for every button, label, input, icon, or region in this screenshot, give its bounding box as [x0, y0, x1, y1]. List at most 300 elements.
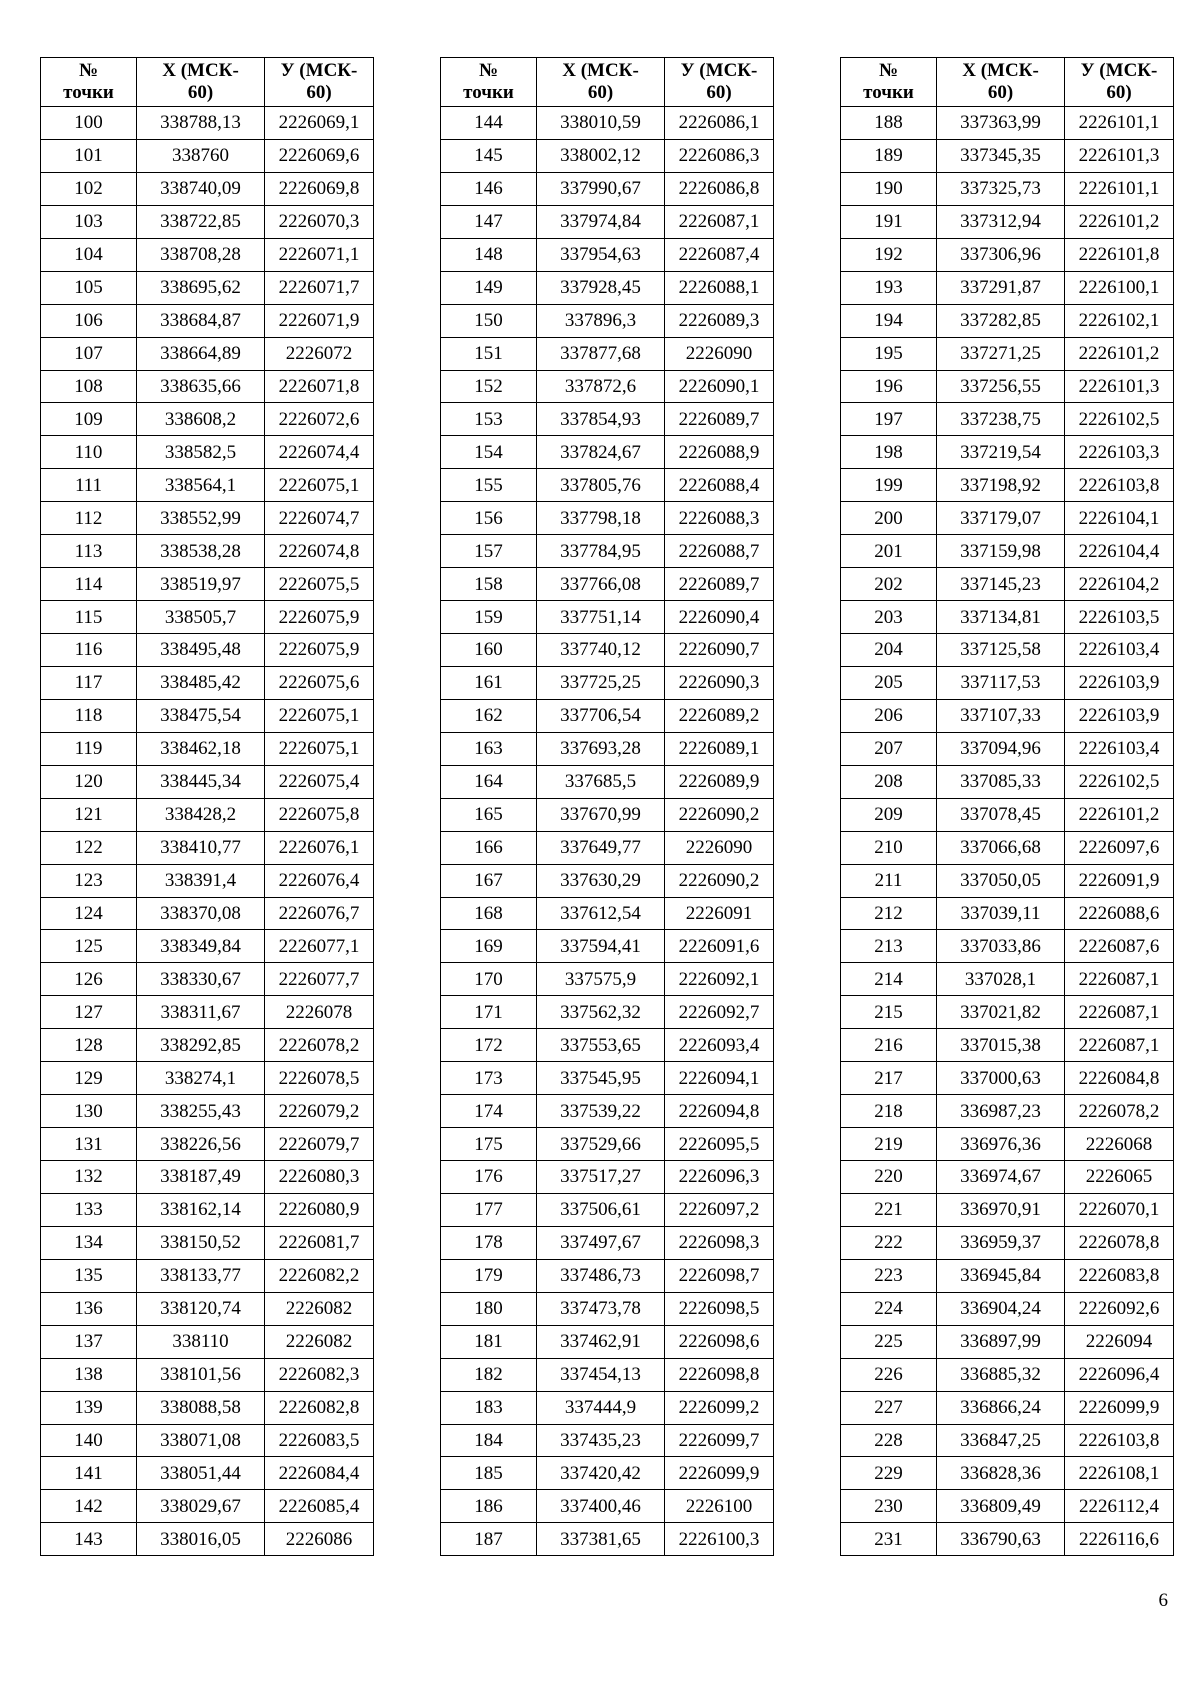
y-coordinate-cell: 2226116,6	[1065, 1523, 1174, 1556]
point-number-cell: 183	[441, 1391, 537, 1424]
table-row	[41, 469, 374, 502]
point-number-cell: 202	[841, 568, 937, 601]
point-number-cell: 165	[441, 798, 537, 831]
table-row	[841, 403, 1174, 436]
x-coordinate-header: X (МСК- 60)	[537, 58, 665, 107]
y-coordinate-cell: 2226072,6	[265, 403, 374, 436]
x-coordinate-cell: 338255,43	[137, 1095, 265, 1128]
y-coordinate-cell: 2226086,1	[665, 107, 774, 140]
y-coordinate-cell: 2226071,1	[265, 238, 374, 271]
x-coordinate-cell: 338391,4	[137, 864, 265, 897]
point-number-cell: 136	[41, 1292, 137, 1325]
x-coordinate-cell: 337877,68	[537, 337, 665, 370]
x-coordinate-cell: 337725,25	[537, 666, 665, 699]
point-number-cell: 155	[441, 469, 537, 502]
y-coordinate-cell: 2226083,5	[265, 1424, 374, 1457]
x-coordinate-cell: 336970,91	[937, 1193, 1065, 1226]
table-row	[441, 798, 774, 831]
table-row	[441, 568, 774, 601]
x-coordinate-cell: 336976,36	[937, 1128, 1065, 1161]
table-row	[441, 1358, 774, 1391]
point-number-cell: 164	[441, 765, 537, 798]
x-coordinate-cell: 337693,28	[537, 732, 665, 765]
table-row	[41, 535, 374, 568]
table-row	[841, 666, 1174, 699]
y-coordinate-cell: 2226090	[665, 831, 774, 864]
y-coordinate-cell: 2226094,1	[665, 1062, 774, 1095]
point-number-cell: 211	[841, 864, 937, 897]
table-row	[841, 601, 1174, 634]
x-coordinate-cell: 337740,12	[537, 634, 665, 667]
table-row	[41, 205, 374, 238]
table-row	[841, 1523, 1174, 1556]
point-number-cell: 199	[841, 469, 937, 502]
y-coordinate-cell: 2226075,6	[265, 666, 374, 699]
table-row	[41, 897, 374, 930]
x-coordinate-cell: 337575,9	[537, 963, 665, 996]
x-coordinate-cell: 337928,45	[537, 271, 665, 304]
x-coordinate-cell: 336987,23	[937, 1095, 1065, 1128]
x-coordinate-cell: 337282,85	[937, 304, 1065, 337]
point-number-cell: 111	[41, 469, 137, 502]
point-number-cell: 180	[441, 1292, 537, 1325]
x-coordinate-cell: 337872,6	[537, 370, 665, 403]
y-coordinate-cell: 2226094	[1065, 1325, 1174, 1358]
x-coordinate-cell: 337021,82	[937, 996, 1065, 1029]
y-coordinate-cell: 2226069,8	[265, 172, 374, 205]
x-coordinate-cell: 337462,91	[537, 1325, 665, 1358]
table-row	[441, 535, 774, 568]
point-number-cell: 161	[441, 666, 537, 699]
point-number-cell: 166	[441, 831, 537, 864]
point-number-cell: 223	[841, 1259, 937, 1292]
table-row	[441, 930, 774, 963]
table-row	[441, 205, 774, 238]
x-coordinate-cell: 338410,77	[137, 831, 265, 864]
point-number-cell: 229	[841, 1457, 937, 1490]
y-coordinate-cell: 2226104,1	[1065, 502, 1174, 535]
point-number-cell: 119	[41, 732, 137, 765]
x-coordinate-cell: 338664,89	[137, 337, 265, 370]
point-number-cell: 137	[41, 1325, 137, 1358]
point-number-cell: 103	[41, 205, 137, 238]
table-row	[441, 1095, 774, 1128]
x-coordinate-cell: 337954,63	[537, 238, 665, 271]
point-number-cell: 126	[41, 963, 137, 996]
y-coordinate-cell: 2226099,9	[665, 1457, 774, 1490]
y-coordinate-cell: 2226078,5	[265, 1062, 374, 1095]
table-row	[41, 1457, 374, 1490]
x-coordinate-cell: 337670,99	[537, 798, 665, 831]
x-coordinate-cell: 337539,22	[537, 1095, 665, 1128]
x-coordinate-cell: 337706,54	[537, 699, 665, 732]
x-coordinate-cell: 337612,54	[537, 897, 665, 930]
table-row	[41, 1523, 374, 1556]
x-coordinate-cell: 337125,58	[937, 634, 1065, 667]
x-coordinate-cell: 337198,92	[937, 469, 1065, 502]
table-row	[441, 436, 774, 469]
x-coordinate-cell: 337094,96	[937, 732, 1065, 765]
table-row	[441, 1062, 774, 1095]
x-coordinate-cell: 337435,23	[537, 1424, 665, 1457]
table-row	[41, 601, 374, 634]
x-coordinate-cell: 337107,33	[937, 699, 1065, 732]
table-row	[841, 1457, 1174, 1490]
table-row	[841, 1292, 1174, 1325]
y-coordinate-cell: 2226076,1	[265, 831, 374, 864]
table-row	[441, 1490, 774, 1523]
table-row	[841, 172, 1174, 205]
y-coordinate-cell: 2226071,7	[265, 271, 374, 304]
x-coordinate-cell: 338226,56	[137, 1128, 265, 1161]
table-row	[441, 139, 774, 172]
x-coordinate-cell: 337039,11	[937, 897, 1065, 930]
table-row	[841, 1424, 1174, 1457]
point-number-cell: 121	[41, 798, 137, 831]
table-row	[41, 370, 374, 403]
table-row	[41, 238, 374, 271]
y-coordinate-cell: 2226096,3	[665, 1161, 774, 1194]
y-coordinate-cell: 2226080,3	[265, 1161, 374, 1194]
point-number-cell: 102	[41, 172, 137, 205]
table-row	[441, 502, 774, 535]
point-number-cell: 207	[841, 732, 937, 765]
point-number-cell: 173	[441, 1062, 537, 1095]
x-coordinate-cell: 338695,62	[137, 271, 265, 304]
y-coordinate-cell: 2226092,1	[665, 963, 774, 996]
x-coordinate-cell: 338101,56	[137, 1358, 265, 1391]
y-coordinate-cell: 2226087,1	[1065, 1029, 1174, 1062]
point-number-cell: 162	[441, 699, 537, 732]
point-number-cell: 176	[441, 1161, 537, 1194]
x-coordinate-cell: 338462,18	[137, 732, 265, 765]
y-coordinate-cell: 2226100	[665, 1490, 774, 1523]
x-coordinate-cell: 338274,1	[137, 1062, 265, 1095]
y-coordinate-cell: 2226084,4	[265, 1457, 374, 1490]
table-row	[41, 107, 374, 140]
y-coordinate-cell: 2226077,7	[265, 963, 374, 996]
table-row	[841, 1029, 1174, 1062]
x-coordinate-cell: 338088,58	[137, 1391, 265, 1424]
table-row	[41, 1259, 374, 1292]
x-coordinate-cell: 337306,96	[937, 238, 1065, 271]
x-coordinate-cell: 337219,54	[937, 436, 1065, 469]
x-coordinate-cell: 338635,66	[137, 370, 265, 403]
table-row	[41, 963, 374, 996]
table-row	[841, 107, 1174, 140]
point-number-cell: 158	[441, 568, 537, 601]
y-coordinate-cell: 2226082	[265, 1325, 374, 1358]
table-row	[841, 535, 1174, 568]
x-coordinate-cell: 337685,5	[537, 765, 665, 798]
point-number-cell: 146	[441, 172, 537, 205]
y-coordinate-cell: 2226082	[265, 1292, 374, 1325]
x-coordinate-cell: 338552,99	[137, 502, 265, 535]
y-coordinate-cell: 2226103,9	[1065, 666, 1174, 699]
point-number-cell: 179	[441, 1259, 537, 1292]
y-coordinate-cell: 2226074,8	[265, 535, 374, 568]
y-coordinate-cell: 2226068	[1065, 1128, 1174, 1161]
x-coordinate-cell: 337159,98	[937, 535, 1065, 568]
point-number-cell: 122	[41, 831, 137, 864]
y-coordinate-cell: 2226090,1	[665, 370, 774, 403]
y-coordinate-cell: 2226092,7	[665, 996, 774, 1029]
point-number-cell: 114	[41, 568, 137, 601]
point-number-cell: 115	[41, 601, 137, 634]
x-coordinate-cell: 337312,94	[937, 205, 1065, 238]
point-number-cell: 120	[41, 765, 137, 798]
x-coordinate-cell: 337256,55	[937, 370, 1065, 403]
y-coordinate-cell: 2226087,1	[1065, 996, 1174, 1029]
y-coordinate-cell: 2226099,9	[1065, 1391, 1174, 1424]
x-coordinate-cell: 338538,28	[137, 535, 265, 568]
point-number-cell: 110	[41, 436, 137, 469]
y-coordinate-cell: 2226070,3	[265, 205, 374, 238]
y-coordinate-cell: 2226075,1	[265, 469, 374, 502]
y-coordinate-cell: 2226087,4	[665, 238, 774, 271]
x-coordinate-cell: 338608,2	[137, 403, 265, 436]
x-coordinate-cell: 337649,77	[537, 831, 665, 864]
y-coordinate-cell: 2226104,2	[1065, 568, 1174, 601]
x-coordinate-cell: 337033,86	[937, 930, 1065, 963]
table-row	[41, 666, 374, 699]
point-number-cell: 163	[441, 732, 537, 765]
point-number-cell: 187	[441, 1523, 537, 1556]
y-coordinate-cell: 2226088,3	[665, 502, 774, 535]
point-number-cell: 140	[41, 1424, 137, 1457]
x-coordinate-cell: 338445,34	[137, 765, 265, 798]
x-coordinate-cell: 337066,68	[937, 831, 1065, 864]
point-number-cell: 145	[441, 139, 537, 172]
point-number-cell: 117	[41, 666, 137, 699]
y-coordinate-cell: 2226090,3	[665, 666, 774, 699]
point-number-cell: 212	[841, 897, 937, 930]
table-row	[41, 1095, 374, 1128]
y-coordinate-cell: 2226102,5	[1065, 403, 1174, 436]
table-row	[441, 107, 774, 140]
table-row	[841, 732, 1174, 765]
y-coordinate-cell: 2226089,2	[665, 699, 774, 732]
x-coordinate-cell: 337751,14	[537, 601, 665, 634]
y-coordinate-cell: 2226100,3	[665, 1523, 774, 1556]
point-number-cell: 185	[441, 1457, 537, 1490]
y-coordinate-cell: 2226070,1	[1065, 1193, 1174, 1226]
table-row	[441, 337, 774, 370]
y-coordinate-cell: 2226076,4	[265, 864, 374, 897]
point-number-cell: 153	[441, 403, 537, 436]
y-coordinate-cell: 2226085,4	[265, 1490, 374, 1523]
x-coordinate-cell: 338582,5	[137, 436, 265, 469]
x-coordinate-cell: 338120,74	[137, 1292, 265, 1325]
y-coordinate-cell: 2226075,1	[265, 699, 374, 732]
point-number-cell: 200	[841, 502, 937, 535]
y-coordinate-cell: 2226099,7	[665, 1424, 774, 1457]
x-coordinate-cell: 338311,67	[137, 996, 265, 1029]
point-number-cell: 143	[41, 1523, 137, 1556]
x-coordinate-header: X (МСК- 60)	[937, 58, 1065, 107]
table-row	[41, 502, 374, 535]
y-coordinate-cell: 2226077,1	[265, 930, 374, 963]
point-number-cell: 141	[41, 1457, 137, 1490]
x-coordinate-cell: 338002,12	[537, 139, 665, 172]
table-row	[841, 634, 1174, 667]
y-coordinate-cell: 2226089,7	[665, 403, 774, 436]
x-coordinate-cell: 338519,97	[137, 568, 265, 601]
table-row	[41, 1128, 374, 1161]
header-row	[841, 58, 1174, 107]
x-coordinate-cell: 338016,05	[137, 1523, 265, 1556]
point-number-cell: 206	[841, 699, 937, 732]
y-coordinate-cell: 2226072	[265, 337, 374, 370]
table-row	[841, 1259, 1174, 1292]
x-coordinate-cell: 337291,87	[937, 271, 1065, 304]
table-row	[841, 502, 1174, 535]
point-number-cell: 167	[441, 864, 537, 897]
table-row	[41, 1062, 374, 1095]
y-coordinate-cell: 2226098,6	[665, 1325, 774, 1358]
y-coordinate-cell: 2226089,3	[665, 304, 774, 337]
table-row	[441, 1424, 774, 1457]
x-coordinate-cell: 338684,87	[137, 304, 265, 337]
point-number-cell: 104	[41, 238, 137, 271]
point-number-cell: 142	[41, 1490, 137, 1523]
y-coordinate-cell: 2226075,9	[265, 601, 374, 634]
x-coordinate-cell: 336847,25	[937, 1424, 1065, 1457]
x-coordinate-cell: 336959,37	[937, 1226, 1065, 1259]
point-number-cell: 205	[841, 666, 937, 699]
y-coordinate-cell: 2226079,7	[265, 1128, 374, 1161]
x-coordinate-cell: 338029,67	[137, 1490, 265, 1523]
y-coordinate-cell: 2226075,8	[265, 798, 374, 831]
table-row	[41, 1193, 374, 1226]
point-number-cell: 220	[841, 1161, 937, 1194]
x-coordinate-cell: 338110	[137, 1325, 265, 1358]
y-coordinate-cell: 2226098,3	[665, 1226, 774, 1259]
point-number-cell: 139	[41, 1391, 137, 1424]
point-number-header: № точки	[41, 58, 137, 107]
table-row	[841, 1062, 1174, 1095]
table-row	[41, 831, 374, 864]
point-number-cell: 214	[841, 963, 937, 996]
table-row	[41, 304, 374, 337]
y-coordinate-cell: 2226086,8	[665, 172, 774, 205]
table-row	[41, 699, 374, 732]
point-number-cell: 230	[841, 1490, 937, 1523]
table-row	[841, 1226, 1174, 1259]
y-coordinate-cell: 2226090,2	[665, 798, 774, 831]
y-coordinate-cell: 2226082,8	[265, 1391, 374, 1424]
y-coordinate-cell: 2226071,9	[265, 304, 374, 337]
x-coordinate-cell: 337805,76	[537, 469, 665, 502]
table-row	[841, 271, 1174, 304]
point-number-cell: 222	[841, 1226, 937, 1259]
y-coordinate-cell: 2226087,1	[1065, 963, 1174, 996]
table-row	[41, 1490, 374, 1523]
y-coordinate-cell: 2226088,9	[665, 436, 774, 469]
point-number-cell: 100	[41, 107, 137, 140]
table-row	[841, 139, 1174, 172]
table-row	[441, 370, 774, 403]
table-row	[41, 1424, 374, 1457]
y-coordinate-cell: 2226081,7	[265, 1226, 374, 1259]
y-coordinate-cell: 2226079,2	[265, 1095, 374, 1128]
point-number-cell: 191	[841, 205, 937, 238]
table-row	[41, 1226, 374, 1259]
x-coordinate-cell: 338330,67	[137, 963, 265, 996]
y-coordinate-cell: 2226086,3	[665, 139, 774, 172]
point-number-cell: 172	[441, 1029, 537, 1062]
x-coordinate-cell: 337517,27	[537, 1161, 665, 1194]
x-coordinate-header: X (МСК- 60)	[137, 58, 265, 107]
table-row	[441, 469, 774, 502]
table-row	[441, 699, 774, 732]
x-coordinate-cell: 338150,52	[137, 1226, 265, 1259]
point-number-cell: 112	[41, 502, 137, 535]
table-row	[441, 1457, 774, 1490]
table-row	[841, 1128, 1174, 1161]
point-number-cell: 169	[441, 930, 537, 963]
point-number-cell: 216	[841, 1029, 937, 1062]
x-coordinate-cell: 338722,85	[137, 205, 265, 238]
x-coordinate-cell: 337454,13	[537, 1358, 665, 1391]
x-coordinate-cell: 338133,77	[137, 1259, 265, 1292]
point-number-cell: 107	[41, 337, 137, 370]
table-row	[41, 765, 374, 798]
point-number-cell: 129	[41, 1062, 137, 1095]
x-coordinate-cell: 338564,1	[137, 469, 265, 502]
y-coordinate-cell: 2226089,1	[665, 732, 774, 765]
x-coordinate-cell: 338475,54	[137, 699, 265, 732]
x-coordinate-cell: 336885,32	[937, 1358, 1065, 1391]
point-number-cell: 147	[441, 205, 537, 238]
point-number-cell: 133	[41, 1193, 137, 1226]
point-number-cell: 184	[441, 1424, 537, 1457]
table-row	[441, 1226, 774, 1259]
point-number-cell: 109	[41, 403, 137, 436]
y-coordinate-cell: 2226101,2	[1065, 205, 1174, 238]
table-row	[841, 1391, 1174, 1424]
y-coordinate-cell: 2226075,5	[265, 568, 374, 601]
point-number-cell: 189	[841, 139, 937, 172]
x-coordinate-cell: 337766,08	[537, 568, 665, 601]
y-coordinate-cell: 2226091,9	[1065, 864, 1174, 897]
y-coordinate-cell: 2226112,4	[1065, 1490, 1174, 1523]
y-coordinate-cell: 2226084,8	[1065, 1062, 1174, 1095]
x-coordinate-cell: 338760	[137, 139, 265, 172]
x-coordinate-cell: 336866,24	[937, 1391, 1065, 1424]
point-number-cell: 190	[841, 172, 937, 205]
table-row	[841, 1490, 1174, 1523]
y-coordinate-cell: 2226080,9	[265, 1193, 374, 1226]
y-coordinate-header: У (МСК- 60)	[665, 58, 774, 107]
y-coordinate-cell: 2226071,8	[265, 370, 374, 403]
point-number-cell: 194	[841, 304, 937, 337]
x-coordinate-cell: 337990,67	[537, 172, 665, 205]
x-coordinate-cell: 338292,85	[137, 1029, 265, 1062]
y-coordinate-cell: 2226069,6	[265, 139, 374, 172]
point-number-cell: 219	[841, 1128, 937, 1161]
x-coordinate-cell: 338370,08	[137, 897, 265, 930]
point-number-cell: 188	[841, 107, 937, 140]
table-row	[841, 1325, 1174, 1358]
x-coordinate-cell: 337497,67	[537, 1226, 665, 1259]
point-number-cell: 228	[841, 1424, 937, 1457]
y-coordinate-cell: 2226103,3	[1065, 436, 1174, 469]
x-coordinate-cell: 337345,35	[937, 139, 1065, 172]
y-coordinate-cell: 2226103,9	[1065, 699, 1174, 732]
table-row	[41, 436, 374, 469]
y-coordinate-cell: 2226103,4	[1065, 732, 1174, 765]
